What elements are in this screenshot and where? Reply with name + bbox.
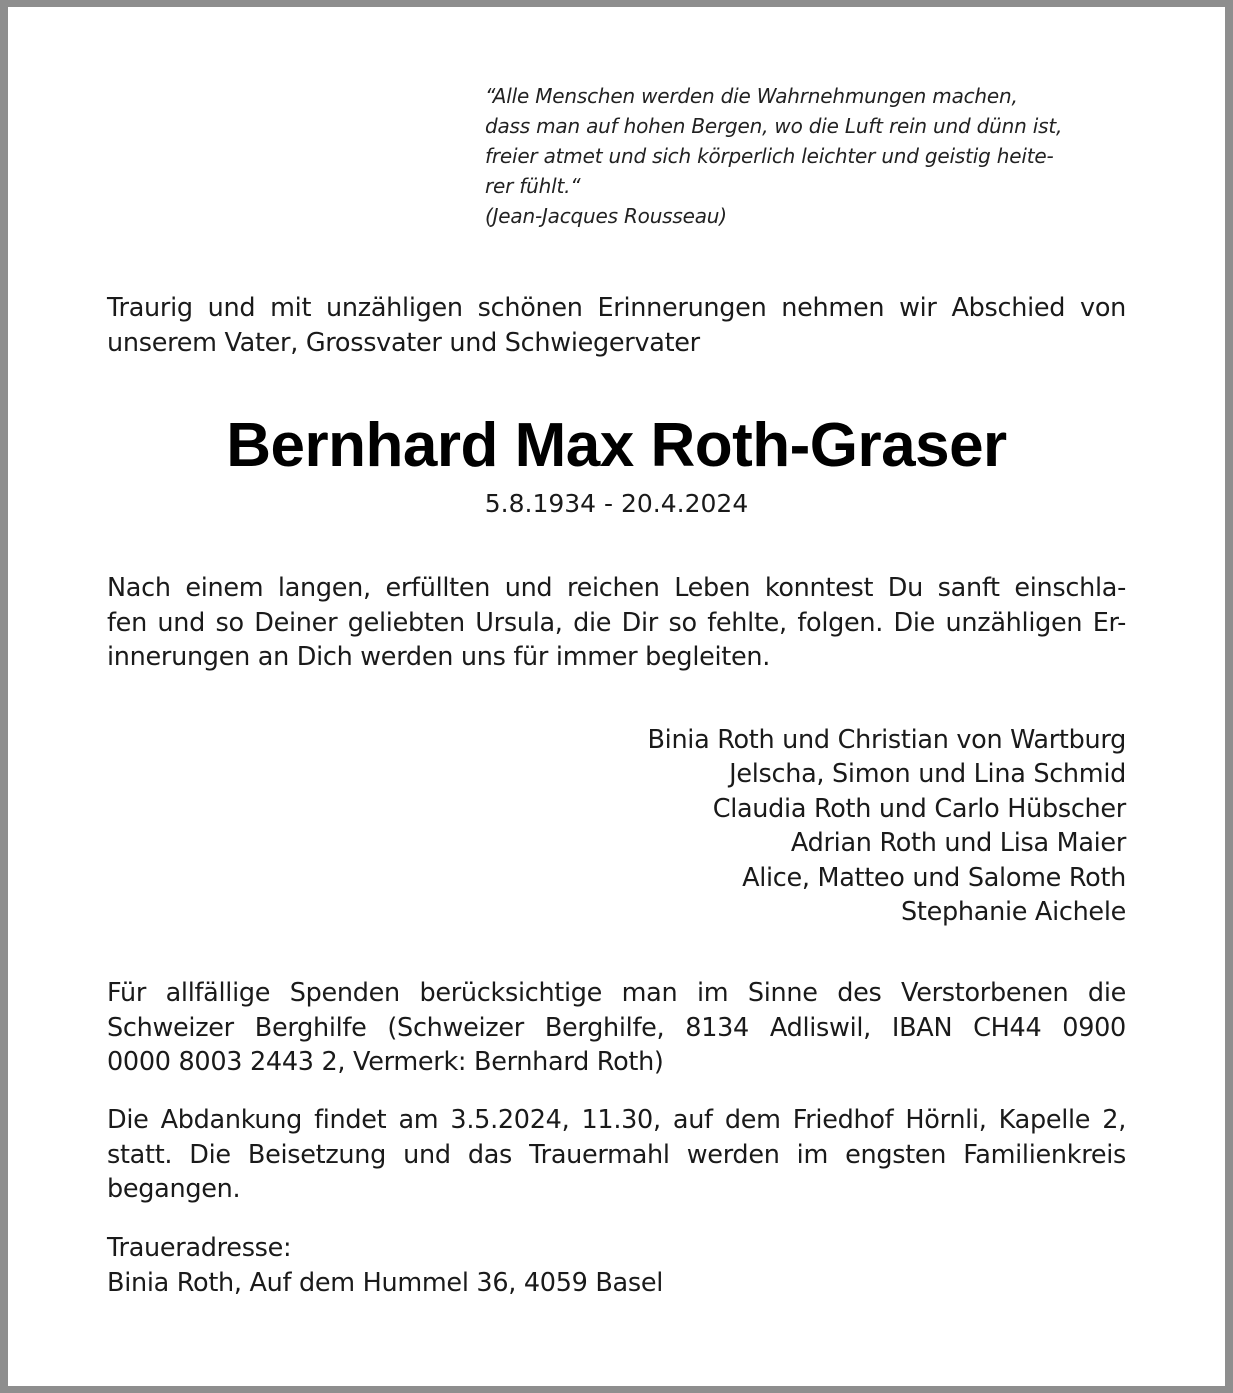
donation-line: 0000 8003 2443 2, Vermerk: Bernhard Roth) [107, 1047, 664, 1077]
message-line: fen und so Deiner geliebten Ursula, die Dir so fehlte, folgen. Die unzähligen Er- [107, 607, 1126, 638]
quote-line: dass man auf hohen Bergen, wo die Luft rein und dünn ist, [485, 114, 1063, 138]
family-signatures [647, 723, 1126, 929]
quote-line: rer fühlt.“ [485, 174, 581, 198]
ceremony-line: Die Abdankung findet am 3.5.2024, 11.30, auf dem Friedhof Hörnli, Kapelle 2, [107, 1105, 1126, 1135]
intro-line: Traurig und mit unzähligen schönen Erinnerungen nehmen wir Abschied von [107, 293, 1126, 323]
quote-line: freier atmet und sich körperlich leichter und geistig heite- [485, 144, 1054, 168]
address-label: Traueradresse: [107, 1233, 292, 1263]
ceremony-line: statt. Die Beisetzung und das Trauermahl werden im engsten Familienkreis [107, 1139, 1126, 1170]
address-value: Binia Roth, Auf dem Hummel 36, 4059 Basel [107, 1267, 664, 1298]
family-member: Jelscha, Simon und Lina Schmid [729, 759, 1126, 790]
mourning-address [107, 1231, 1126, 1300]
family-member: Binia Roth und Christian von Wartburg [647, 725, 1126, 755]
message-line: innerungen an Dich werden uns für immer begleiten. [107, 642, 771, 672]
family-member: Adrian Roth und Lisa Maier [790, 828, 1126, 859]
deceased-name: Bernhard Max Roth-Graser [226, 411, 1007, 480]
message-line: Nach einem langen, erfüllten und reichen Leben konntest Du sanft einschla- [107, 573, 1126, 603]
intro-paragraph [107, 291, 1126, 360]
life-dates: 5.8.1934 - 20.4.2024 [484, 489, 749, 518]
quote-block [485, 81, 1135, 231]
message-paragraph [107, 571, 1126, 675]
donation-paragraph [107, 976, 1126, 1080]
donation-line: Für allfällige Spenden berücksichtige man im Sinne des Verstorbenen die [107, 978, 1126, 1008]
quote-author: (Jean-Jacques Rousseau) [485, 204, 727, 228]
donation-line: Schweizer Berghilfe (Schweizer Berghilfe, 8134 Adliswil, IBAN CH44 0900 [107, 1012, 1126, 1043]
ceremony-line: begangen. [107, 1174, 241, 1204]
ceremony-paragraph [107, 1103, 1126, 1207]
family-member: Stephanie Aichele [901, 897, 1126, 928]
intro-line: unserem Vater, Grossvater und Schwiegervater [107, 327, 700, 358]
obituary-page [8, 7, 1225, 1386]
family-member: Claudia Roth und Carlo Hübscher [712, 793, 1126, 824]
quote-line: “Alle Menschen werden die Wahrnehmungen machen, [485, 84, 1018, 108]
family-member: Alice, Matteo und Salome Roth [742, 862, 1126, 893]
